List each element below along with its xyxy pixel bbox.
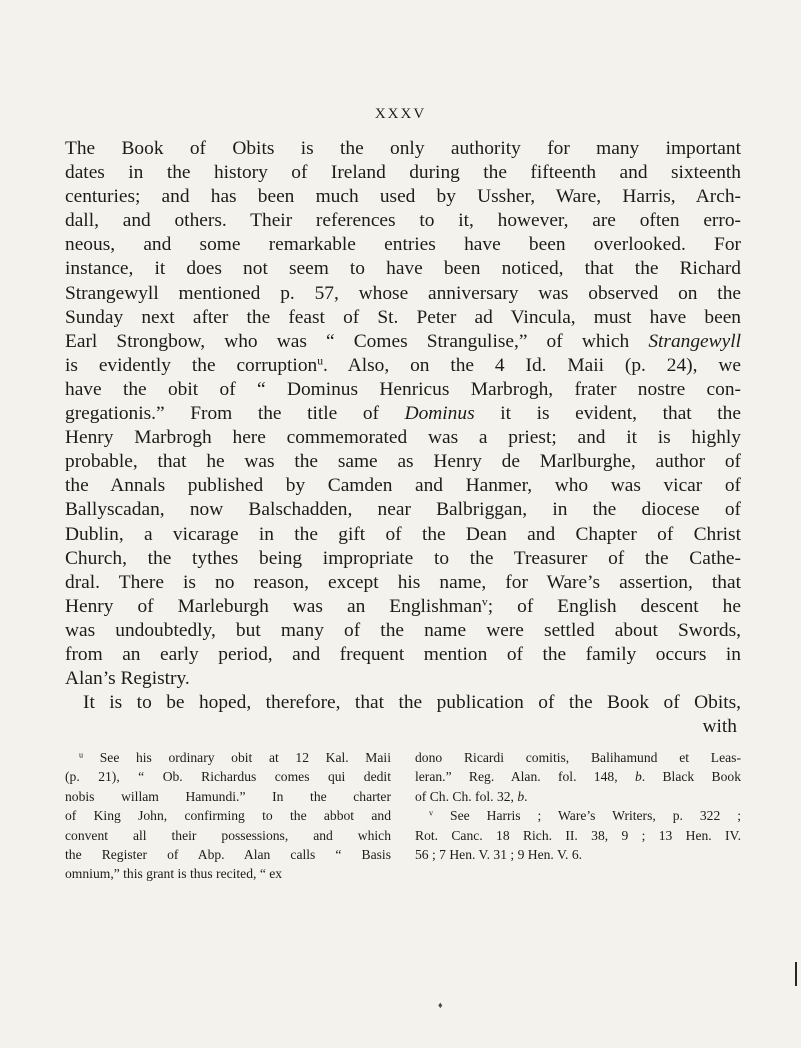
text-line: The Book of Obits is the only authority for many important [65,138,741,159]
footnote-line: omnium,” this grant is thus recited, “ ex [65,866,283,882]
text-segment: leran.” Reg. Alan. fol. 148, [415,769,618,785]
footnote-mark-u: u [317,354,324,368]
text-line: dral. There is no reason, except his name, for Ware’s assertion, that [65,571,741,593]
footnote-line [415,787,741,806]
text-line: was undoubtedly, but many of the name were settled about Swords, [65,619,741,641]
text-segment: See Harris ; Ware’s Writers, p. 322 ; [450,808,741,824]
text-segment: ; of English descent he [487,595,741,617]
text-line: Ballyscadan, now Balschadden, near Balbriggan, in the diocese of [65,499,741,521]
text-line: Church, the tythes being impropriate to the Treasurer of the Cathe- [65,547,741,569]
text-line: Dublin, a vicarage in the gift of the Dean and Chapter of Christ [65,523,741,545]
italic-b: b [634,769,642,785]
text-segment: . [524,788,528,804]
ink-speck: ♦ [438,1000,443,1010]
text-line [65,354,741,378]
text-segment: is evidently the corruption [65,354,318,376]
text-segment: Earl Strongbow, who was “ Comes Strangulise,” of which [65,330,630,352]
text-line: centuries; and has been much used by Ussher, Ware, Harris, Arch- [65,186,741,208]
text-line: the Annals published by Camden and Hanmer, who was vicar of [65,475,741,497]
footnote-line [415,806,741,825]
catchword: with [702,716,737,738]
text-segment: . Black Book [641,769,741,785]
text-line [65,402,741,426]
text-line: It is to be hoped, therefore, that the publication of the Book of Obits, [83,692,741,714]
footnote-line: Rot. Canc. 18 Rich. II. 38, 9 ; 13 Hen. IV. [415,827,741,843]
text-line: Alan’s Registry. [65,668,190,690]
footnote-mark-v: v [481,595,488,609]
page-number-header: XXXV [374,106,427,122]
text-segment: of Ch. Ch. fol. 32, [415,788,514,804]
footnote-line [65,748,391,767]
italic-b: b [517,788,525,804]
text-line: neous, and some remarkable entries have been overlooked. For [65,234,741,256]
text-segment: it is evident, that the [474,403,741,425]
footnote-line: nobis willam Hamundi.” In the charter [65,788,391,804]
footnote-line: (p. 21), “ Ob. Richardus comes qui dedit [65,769,391,785]
footnote-line: the Register of Abp. Alan calls “ Basis [65,846,391,862]
text-line: Sunday next after the feast of St. Peter ad Vincula, must have been [65,306,741,328]
footnote-line [415,767,741,786]
text-segment: See his ordinary obit at 12 Kal. Maii [99,750,391,765]
text-segment: Henry of Marleburgh was an Englishman [65,595,482,617]
italic-strangewyll: Strangewyll [648,330,741,352]
text-line [65,330,741,354]
footnotes-left-column [65,748,391,884]
text-line: probable, that he was the same as Henry de Marlburghe, author of [65,451,741,473]
footnote-line: of King John, confirming to the abbot and [65,808,391,824]
footnote-mark-v: v [429,808,434,818]
text-line [65,595,741,619]
footnote-mark-u: u [79,750,84,760]
footnote-line: dono Ricardi comitis, Balihamund et Leas- [415,750,741,765]
text-line: dall, and others. Their references to it, however, are often erro- [65,210,741,232]
footnotes-right-column [415,748,741,864]
text-line: Henry Marbrogh here commemorated was a priest; and it is highly [65,427,741,449]
footnote-line: convent all their possessions, and which [65,827,391,843]
text-line: from an early period, and frequent mention of the family occurs in [65,643,741,665]
text-segment: gregationis.” From the title of [65,403,379,425]
text-line: dates in the history of Ireland during the fifteenth and sixteenth [65,162,741,184]
text-line: Strangewyll mentioned p. 57, whose anniversary was observed on the [65,282,741,304]
main-text [65,137,741,739]
text-segment: . Also, on the 4 Id. Maii (p. 24), we [323,354,741,376]
italic-dominus: Dominus [404,403,475,425]
text-line: have the obit of “ Dominus Henricus Marbrogh, frater nostre con- [65,378,741,400]
footnote-line: 56 ; 7 Hen. V. 31 ; 9 Hen. V. 6. [415,846,583,862]
scan-edge-mark [795,962,797,986]
text-line: instance, it does not seem to have been noticed, that the Richard [65,258,741,280]
